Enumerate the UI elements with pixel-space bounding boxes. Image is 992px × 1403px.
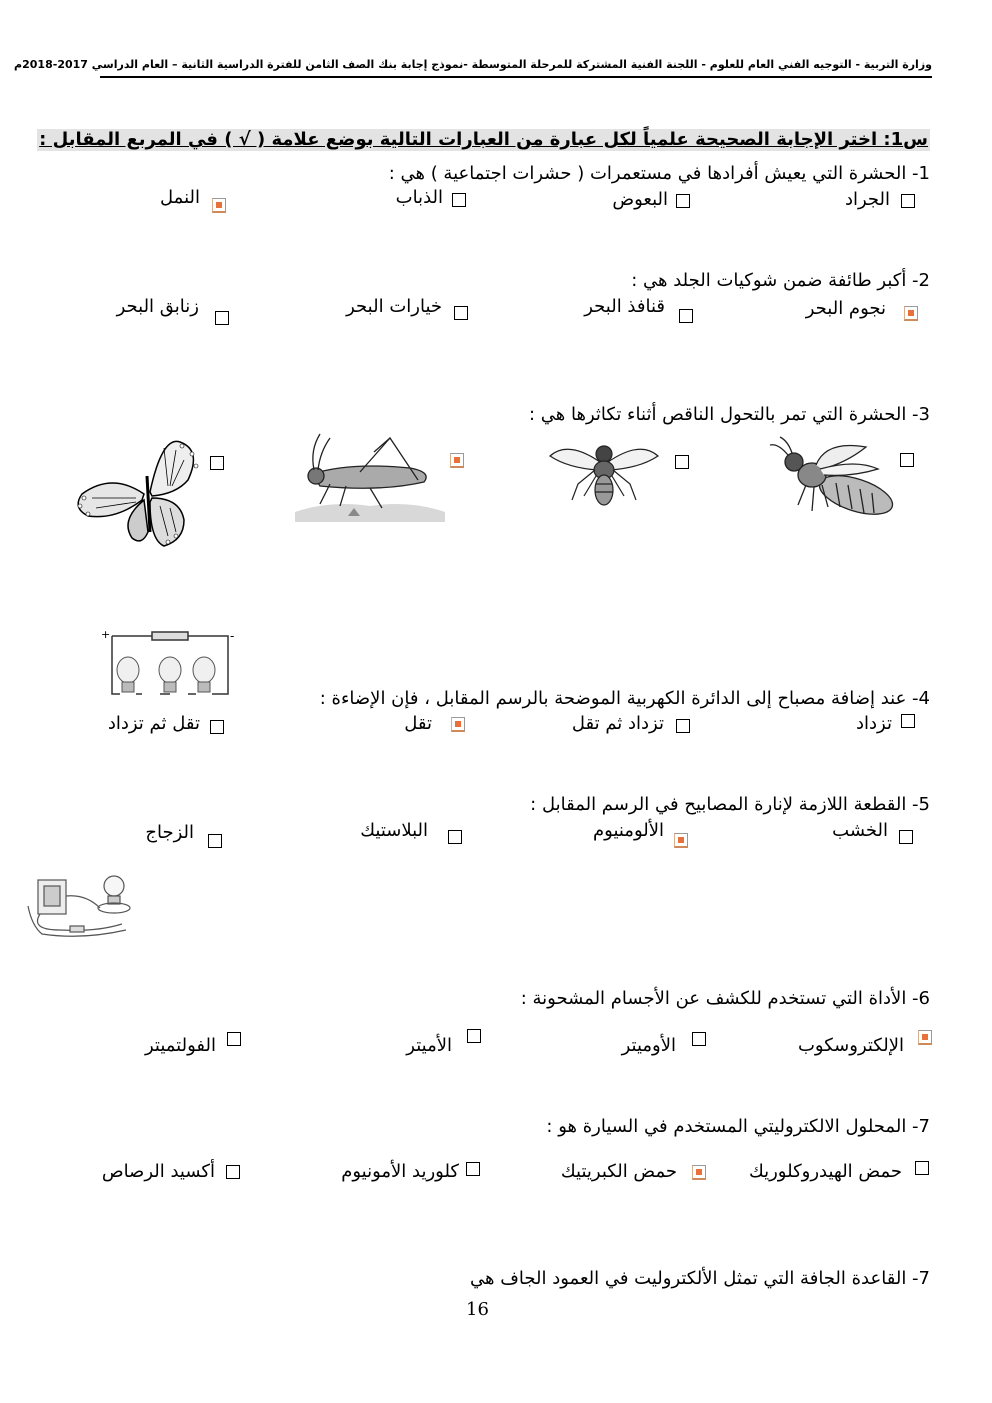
q4-option-4-label: تقل ثم تزداد <box>107 713 200 734</box>
bee-image <box>766 435 906 520</box>
q6-option-3-checkbox[interactable] <box>467 1029 481 1043</box>
q2-option-2-checkbox[interactable] <box>679 309 693 323</box>
q6-option-1-label: الإلكتروسكوب <box>797 1035 904 1056</box>
q7-option-3-checkbox[interactable] <box>466 1162 480 1176</box>
q2-option-2-label: قنافذ البحر <box>584 296 665 317</box>
q5-option-2-checkbox[interactable] <box>674 833 688 848</box>
q7-option-2-label: حمض الكبريتيك <box>560 1161 677 1182</box>
q5-option-3-checkbox[interactable] <box>448 830 462 844</box>
q6-option-4-label: الفولتميتر <box>144 1035 216 1056</box>
circuit-diagram-image <box>98 630 238 700</box>
q1-option-3-label: الذباب <box>395 187 443 208</box>
section-title: س1: اختر الإجابة الصحيحة علمياً لكل عبارة من العبارات التالية بوضع علامة ( √ ) في المربع المقابل : <box>39 129 928 150</box>
question-1-stem: 1- الحشرة التي يعيش أفرادها في مستعمرات ( حشرات اجتماعية ) هي : <box>388 163 930 184</box>
q3-option-3-checkbox[interactable] <box>450 453 464 468</box>
q7-option-1-label: حمض الهيدروكلوريك <box>748 1161 902 1182</box>
circuit-minus-sign: - <box>230 629 235 643</box>
q5-option-2-label: الألومنيوم <box>593 820 664 841</box>
q5-option-1-checkbox[interactable] <box>899 830 913 844</box>
q2-option-1-label: نجوم البحر <box>805 298 886 319</box>
q2-option-3-checkbox[interactable] <box>454 306 468 320</box>
q5-option-4-checkbox[interactable] <box>208 834 222 848</box>
battery-lamp-circuit-image <box>26 866 136 942</box>
q2-option-1-checkbox[interactable] <box>904 306 918 321</box>
q4-option-1-label: تزداد <box>856 713 892 734</box>
q6-option-3-label: الأميتر <box>406 1035 452 1056</box>
question-3-stem: 3- الحشرة التي تمر بالتحول الناقص أثناء تكاثرها هي : <box>528 404 930 425</box>
q5-option-1-label: الخشب <box>832 820 888 841</box>
question-5-stem: 5- القطعة اللازمة لإنارة المصابيح في الرسم المقابل : <box>530 794 930 815</box>
q4-option-3-label: تقل <box>404 713 432 734</box>
q1-option-3-checkbox[interactable] <box>452 193 466 207</box>
q5-option-4-label: الزجاج <box>145 822 194 843</box>
q2-option-4-label: زنابق البحر <box>116 296 199 317</box>
q7-option-4-label: أكسيد الرصاص <box>101 1161 215 1182</box>
question-4-stem: 4- عند إضافة مصباح إلى الدائرة الكهربية الموضحة بالرسم المقابل ، فإن الإضاءة : <box>319 688 930 709</box>
butterfly-image <box>72 436 212 550</box>
grasshopper-image <box>290 432 450 527</box>
q1-option-2-checkbox[interactable] <box>676 194 690 208</box>
q7-option-1-checkbox[interactable] <box>915 1161 929 1175</box>
fly-image <box>548 440 660 508</box>
q1-option-1-checkbox[interactable] <box>901 194 915 208</box>
q3-option-4-checkbox[interactable] <box>210 456 224 470</box>
page-number: 16 <box>466 1299 489 1320</box>
q4-option-2-label: تزداد ثم تقل <box>571 713 664 734</box>
q2-option-4-checkbox[interactable] <box>215 311 229 325</box>
q1-option-1-label: الجراد <box>844 189 890 210</box>
q6-option-4-checkbox[interactable] <box>227 1032 241 1046</box>
q6-option-2-label: الأوميتر <box>621 1035 676 1056</box>
q4-option-3-checkbox[interactable] <box>451 717 465 732</box>
q1-option-4-label: النمل <box>160 187 200 208</box>
q5-option-3-label: البلاستيك <box>360 820 428 841</box>
question-8-stem: 7- القاعدة الجافة التي تمثل الألكتروليت في العمود الجاف هي <box>470 1268 930 1289</box>
question-2-stem: 2- أكبر طائفة ضمن شوكيات الجلد هي : <box>631 270 930 291</box>
q6-option-2-checkbox[interactable] <box>692 1032 706 1046</box>
q2-option-3-label: خيارات البحر <box>346 296 442 317</box>
q1-option-2-label: البعوض <box>612 189 668 210</box>
question-7-stem: 7- المحلول الالكتروليتي المستخدم في السيارة هو : <box>546 1116 930 1137</box>
page-header: وزارة التربية - التوجيه الفني العام للعلوم - اللجنة الفنية المشتركة للمرحلة المتوسطة -نموذج إجابة بنك الصف الثامن للفترة الدراسية الثانية – العام الدراسي 2017-2018م <box>14 58 932 71</box>
q6-option-1-checkbox[interactable] <box>918 1030 932 1045</box>
q1-option-4-checkbox[interactable] <box>212 198 226 213</box>
question-6-stem: 6- الأداة التي تستخدم للكشف عن الأجسام المشحونة : <box>520 988 930 1009</box>
header-divider <box>100 76 932 78</box>
q7-option-4-checkbox[interactable] <box>226 1165 240 1179</box>
q7-option-2-checkbox[interactable] <box>692 1165 706 1180</box>
q3-option-2-checkbox[interactable] <box>675 455 689 469</box>
q7-option-3-label: كلوريد الأمونيوم <box>341 1161 459 1182</box>
q4-option-2-checkbox[interactable] <box>676 719 690 733</box>
q4-option-1-checkbox[interactable] <box>901 714 915 728</box>
circuit-plus-sign: + <box>101 628 111 641</box>
q4-option-4-checkbox[interactable] <box>210 720 224 734</box>
